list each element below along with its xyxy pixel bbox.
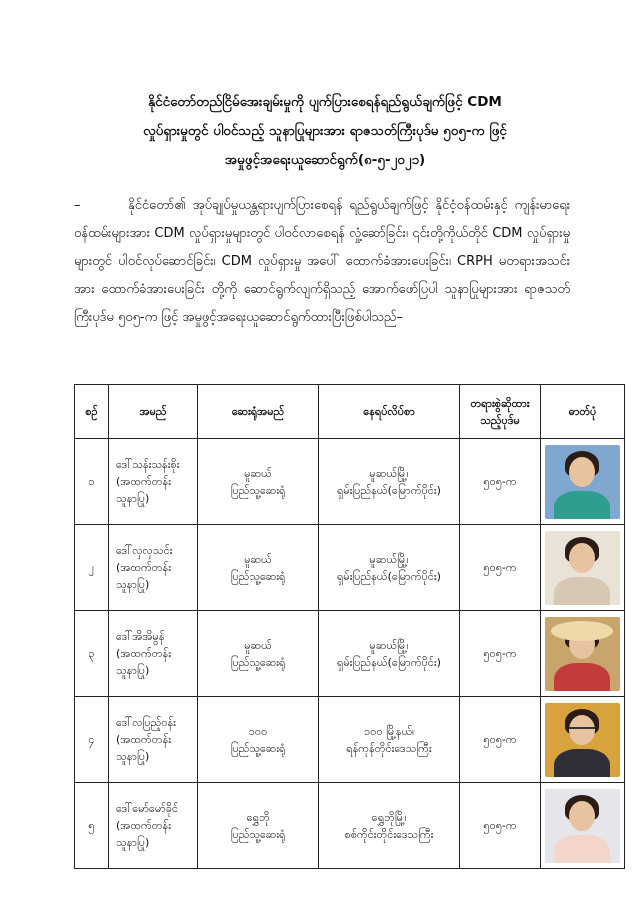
table-row: [75, 525, 625, 611]
cell-section: ၅၀၅-က: [460, 525, 541, 611]
portrait-photo: [545, 617, 620, 691]
cell-name: [109, 611, 198, 697]
intro-text: နိုင်ငံတော်၏ အုပ်ချုပ်မှုယန္တရားပျက်ပြားစေရန် ရည်ရွယ်ချက်ဖြင့် နိုင်ငံ့ဝန်ထမ်းနှင့် ကျန်းမာရေးဝန်ထမ်းများအား CDM လှုပ်ရှားမှုများတွင် ပါဝင်လာစေရန် လှုံ့ဆော်ခြင်း၊ ၎င်းတို့ကိုယ်တိုင် CDM လှုပ်ရှားမှုများတွင် ပါဝင်လုပ်ဆောင်ခြင်း၊ CDM လှုပ်ရှားမှု အပေါ် ထောက်ခံအားပေးခြင်း၊ CRPH မတရားအသင်းအား ထောက်ခံအားပေးခြင်း တို့ကို ဆောင်ရွက်လျက်ရှိသည့် အောက်ဖော်ပြပါ သူနာပြုများအား ရာဇသတ်ကြီးပုဒ်မ ၅၀၅-က ဖြင့် အမှုဖွင့်အရေးယူဆောင်ရွက်ထားပြီးဖြစ်ပါသည်–: [74, 198, 570, 325]
header-no: စဉ်: [75, 385, 109, 439]
cell-section: ၅၀၅-က: [460, 439, 541, 525]
name-line-3: သူနာပြု): [116, 750, 150, 763]
cell-hospital: [198, 783, 319, 869]
header-section-line-2: သည့်ပုဒ်မ: [480, 413, 520, 427]
cell-name: [109, 439, 198, 525]
hospital-line-2: ပြည်သူ့ဆေးရုံ: [230, 569, 286, 583]
title-line-3: အမှုဖွင့်အရေးယူဆောင်ရွက်(၈-၅-၂၀၂၁): [224, 152, 426, 168]
cell-no: ၅: [75, 783, 109, 869]
portrait-photo: [545, 445, 620, 519]
portrait-face: [569, 543, 595, 573]
header-hospital: ဆေးရုံအမည်: [198, 385, 319, 439]
hospital-line-1: မူဆယ်: [244, 466, 272, 480]
cell-photo: [541, 697, 625, 783]
cell-photo: [541, 783, 625, 869]
document-title: [60, 88, 590, 175]
cell-hospital: [198, 439, 319, 525]
cell-name: [109, 697, 198, 783]
portrait-body: [554, 577, 610, 605]
name-line-3: သူနာပြု): [116, 492, 150, 505]
name-line-1: ဒေါ်လှလှသင်း: [116, 544, 173, 557]
name-line-2: (အထက်တန်း: [116, 733, 171, 746]
portrait-photo: [545, 789, 620, 863]
table-row: [75, 697, 625, 783]
cell-no: ၂: [75, 525, 109, 611]
name-line-2: (အထက်တန်း: [116, 819, 171, 832]
cell-section: ၅၀၅-က: [460, 611, 541, 697]
address-line-2: ရှမ်းပြည်နယ်(မြောက်ပိုင်း): [337, 655, 441, 669]
table-row: [75, 611, 625, 697]
address-line-1: ရွှေဘိုမြို့၊: [371, 810, 407, 824]
cell-photo: [541, 439, 625, 525]
portrait-face: [569, 457, 595, 487]
hospital-line-1: မူဆယ်: [244, 638, 272, 652]
portrait-body: [554, 491, 610, 519]
cell-photo: [541, 611, 625, 697]
hospital-line-1: မူဆယ်: [244, 552, 272, 566]
address-line-2: ရန်ကုန်တိုင်းဒေသကြီး: [346, 741, 432, 755]
address-line-2: ရှမ်းပြည်နယ်(မြောက်ပိုင်း): [337, 483, 441, 497]
cell-photo: [541, 525, 625, 611]
address-line-2: စစ်ကိုင်းတိုင်းဒေသကြီး: [344, 827, 434, 841]
hospital-line-2: ပြည်သူ့ဆေးရုံ: [230, 741, 286, 755]
address-line-1: ၁၀၀ မြို့နယ်၊: [364, 724, 414, 738]
header-section-line-1: တရားစွဲဆိုထား: [470, 396, 530, 410]
table-row: [75, 439, 625, 525]
header-name: အမည်: [109, 385, 198, 439]
hospital-line-2: ပြည်သူ့ဆေးရုံ: [230, 827, 286, 841]
name-line-1: ဒေါ်သန်းသန်းစိုး: [116, 458, 180, 471]
name-line-3: သူနာပြု): [116, 836, 150, 849]
portrait-body: [554, 663, 610, 691]
cell-no: ၃: [75, 611, 109, 697]
cell-hospital: [198, 611, 319, 697]
title-line-2: လှုပ်ရှားမှုတွင် ပါဝင်သည့် သူနာပြုများအား ရာဇသတ်ကြီးပုဒ်မ ၅၀၅-က ဖြင့်: [143, 123, 507, 139]
title-line-1: နိုင်ငံတော်တည်ငြိမ်အေးချမ်းမှုကို ပျက်ပြားစေရန်ရည်ရွယ်ချက်ဖြင့် CDM: [148, 94, 502, 110]
cell-name: [109, 783, 198, 869]
portrait-body: [554, 749, 610, 777]
nurses-table: [74, 384, 625, 869]
hospital-line-1: ၁၀၀: [248, 724, 268, 738]
name-line-2: (အထက်တန်း: [116, 561, 171, 574]
cell-address: [319, 697, 460, 783]
intro-dash: –: [74, 198, 81, 213]
address-line-1: မူဆယ်မြို့၊: [369, 552, 409, 566]
cell-hospital: [198, 697, 319, 783]
hospital-line-2: ပြည်သူ့ဆေးရုံ: [230, 483, 286, 497]
name-line-1: ဒေါ်လပြည့်ဝန်း: [116, 716, 176, 729]
cell-section: ၅၀၅-က: [460, 783, 541, 869]
portrait-hat: [551, 621, 613, 641]
hospital-line-1: ရွှေဘို: [246, 810, 270, 824]
name-line-2: (အထက်တန်း: [116, 475, 171, 488]
header-address: နေရပ်လိပ်စာ: [319, 385, 460, 439]
portrait-photo: [545, 703, 620, 777]
intro-paragraph: [74, 192, 570, 332]
portrait-glasses: [569, 727, 595, 735]
hospital-line-2: ပြည်သူ့ဆေးရုံ: [230, 655, 286, 669]
address-line-1: မူဆယ်မြို့၊: [369, 466, 409, 480]
cell-no: ၁: [75, 439, 109, 525]
table-header-row: [75, 385, 625, 439]
portrait-photo: [545, 531, 620, 605]
header-section: [460, 385, 541, 439]
cell-no: ၄: [75, 697, 109, 783]
name-line-3: သူနာပြု): [116, 578, 150, 591]
name-line-1: ဒေါ်အိအိမွန်: [116, 630, 165, 643]
header-photo: ဓာတ်ပုံ: [541, 385, 625, 439]
cell-section: ၅၀၅-က: [460, 697, 541, 783]
address-line-1: မူဆယ်မြို့၊: [369, 638, 409, 652]
address-line-2: ရှမ်းပြည်နယ်(မြောက်ပိုင်း): [337, 569, 441, 583]
cell-address: [319, 439, 460, 525]
name-line-3: သူနာပြု): [116, 664, 150, 677]
portrait-body: [554, 835, 610, 863]
name-line-2: (အထက်တန်း: [116, 647, 171, 660]
cell-address: [319, 611, 460, 697]
cell-address: [319, 525, 460, 611]
cell-address: [319, 783, 460, 869]
table-row: [75, 783, 625, 869]
portrait-face: [569, 801, 595, 831]
name-line-1: ဒေါ်မော်မော်ခိုင်: [116, 802, 179, 815]
cell-hospital: [198, 525, 319, 611]
cell-name: [109, 525, 198, 611]
